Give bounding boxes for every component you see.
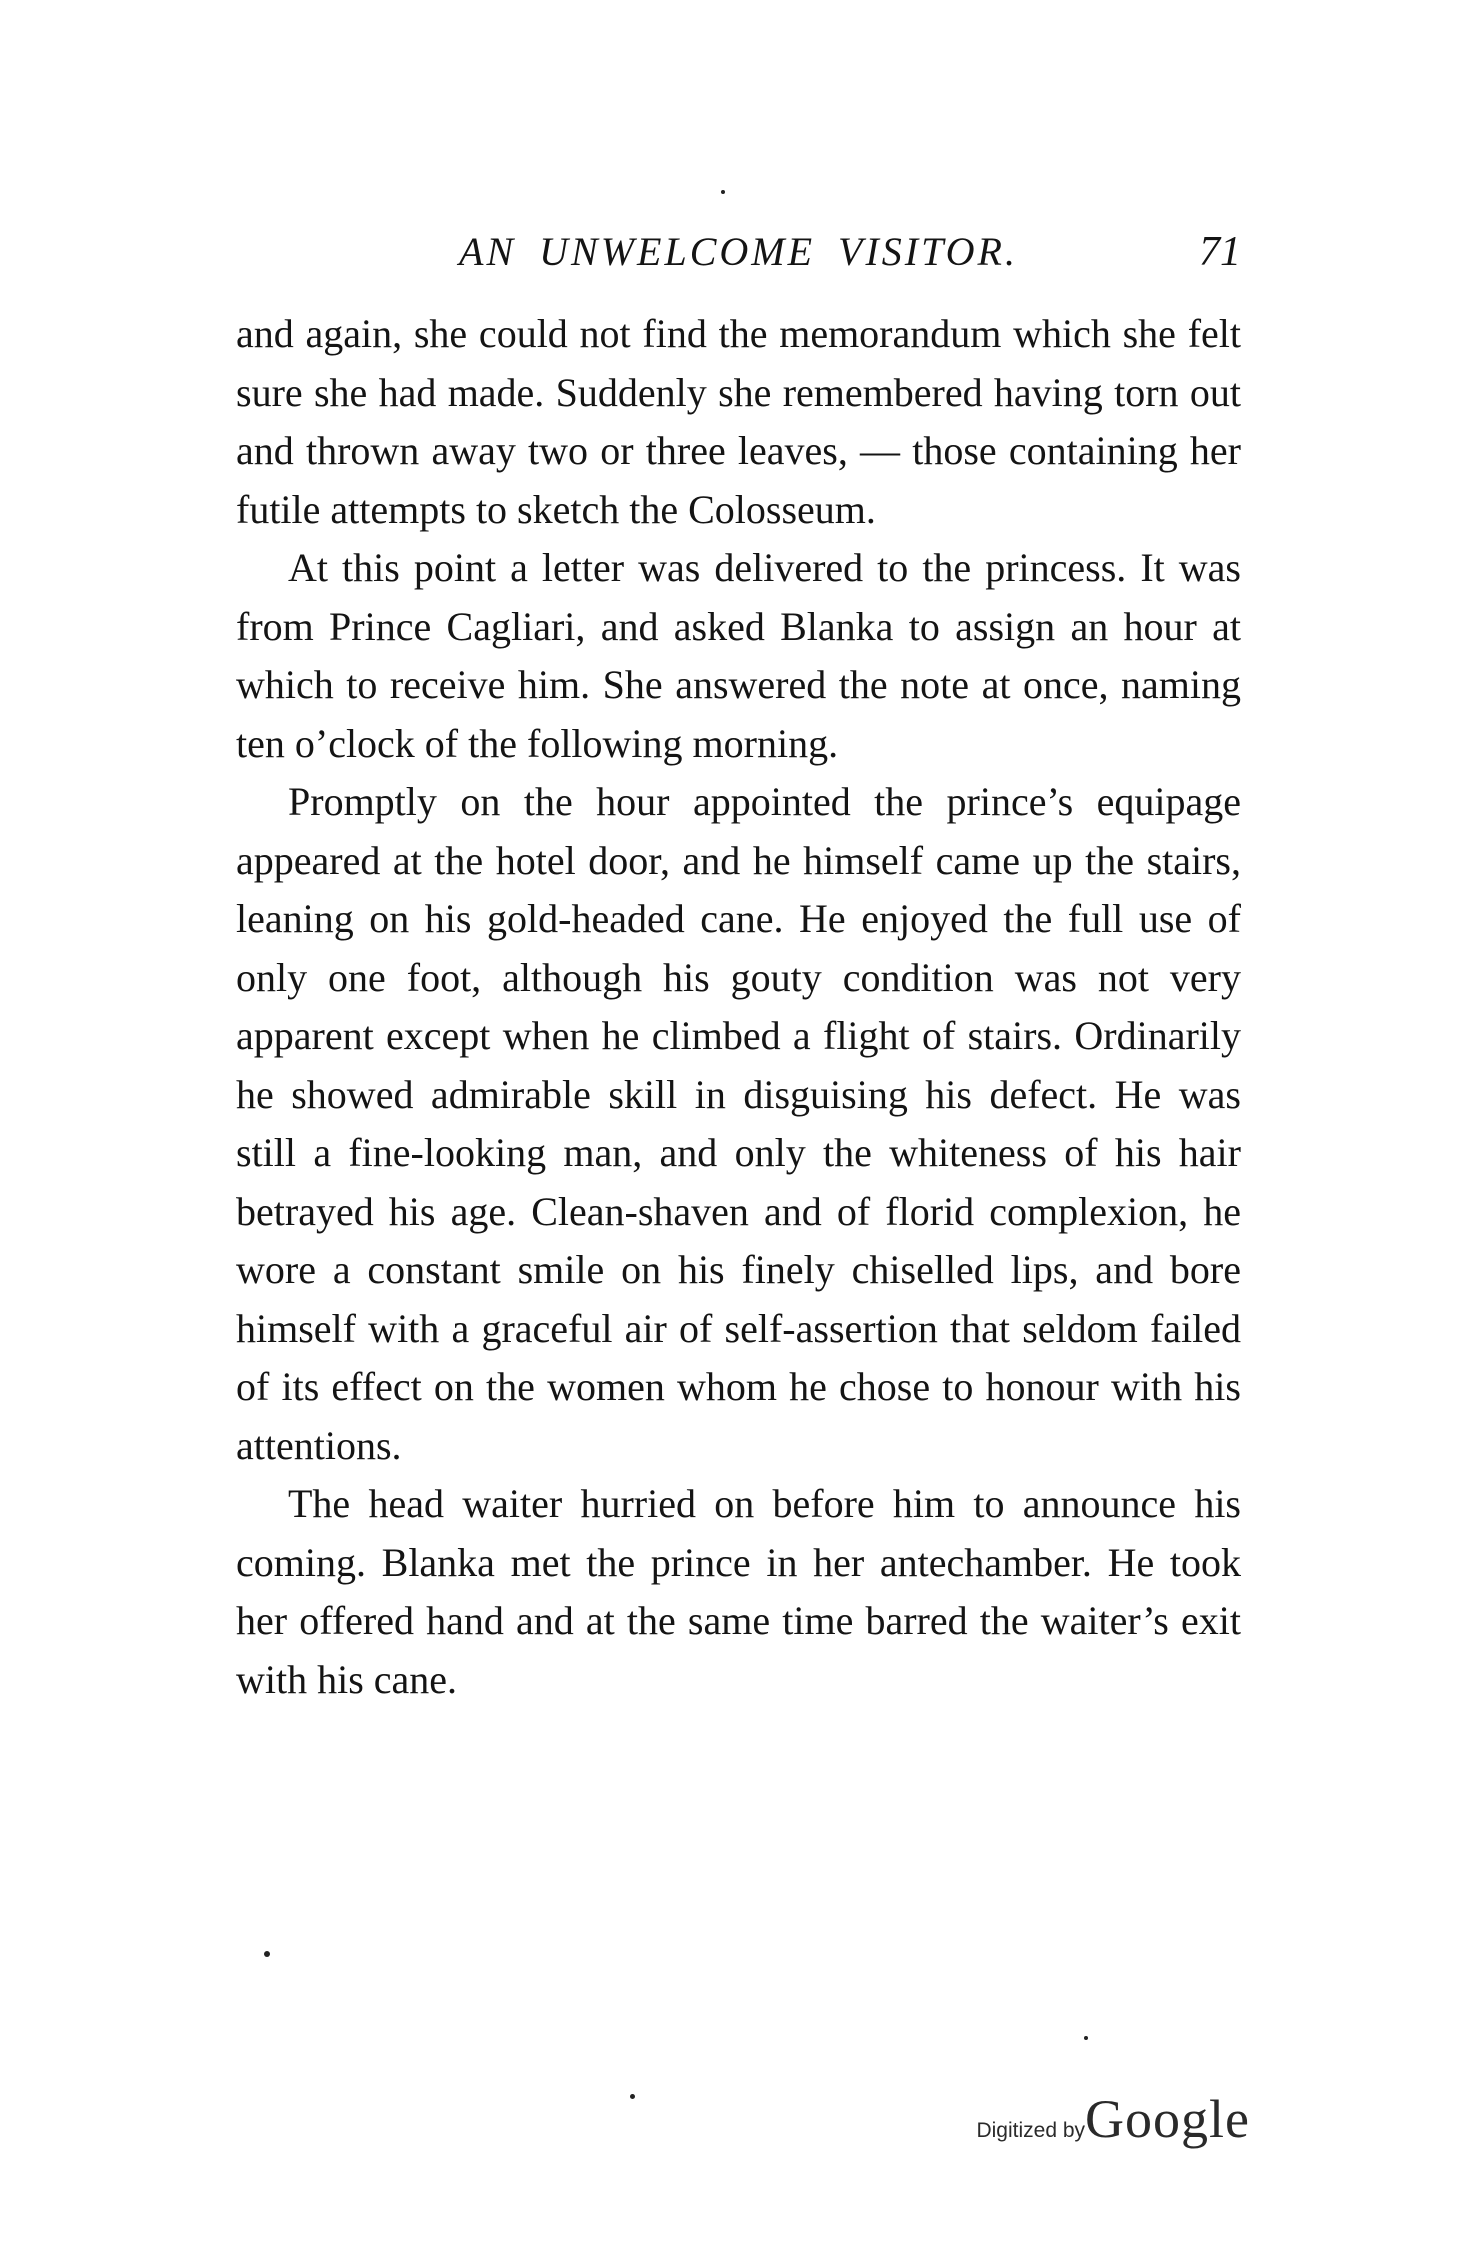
digitizer-watermark xyxy=(976,2088,1250,2150)
digitized-label: Digitized by xyxy=(976,2119,1086,2142)
digitizer-brand: Google xyxy=(1085,2089,1250,2149)
paragraph: The head waiter hurried on before him to announce his coming. Blanka met the prince in her antechamber. He took her offered hand and at the same time barred the waiter’s exit with his cane. xyxy=(236,1481,1241,1702)
paragraph: and again, she could not find the memorandum which she felt sure she had made. Suddenly she remembered having torn out and thrown away two or three leaves, — those containing her futile attempts to sketch the Colosseum. xyxy=(236,311,1241,532)
paragraph: At this point a letter was delivered to the princess. It was from Prince Cagliari, and asked Blanka to assign an hour at which to receive him. She answered the note at once, naming ten o’clock of the following morning. xyxy=(236,545,1241,766)
running-head xyxy=(236,228,1241,288)
print-speck xyxy=(721,190,725,194)
running-title: AN UNWELCOME VISITOR. xyxy=(459,229,1018,274)
print-speck xyxy=(264,1951,270,1957)
print-speck xyxy=(1084,2036,1088,2040)
paragraph: Promptly on the hour appointed the prince’s equipage appeared at the hotel door, and he himself came up the stairs, leaning on his gold-headed cane. He enjoyed the full use of only one foot, although his gouty condition was not very apparent except when he climbed a flight of stairs. Ordinarily he showed admirable skill in disguising his defect. He was still a fine-looking man, and only the whiteness of his hair betrayed his age. Clean-shaven and of florid complexion, he wore a constant smile on his finely chiselled lips, and bore himself with a graceful air of self-assertion that seldom failed of its effect on the women whom he chose to honour with his attentions. xyxy=(236,779,1241,1468)
print-speck xyxy=(630,2094,635,2099)
page-number: 71 xyxy=(1199,229,1241,275)
body-text xyxy=(236,305,1241,1709)
